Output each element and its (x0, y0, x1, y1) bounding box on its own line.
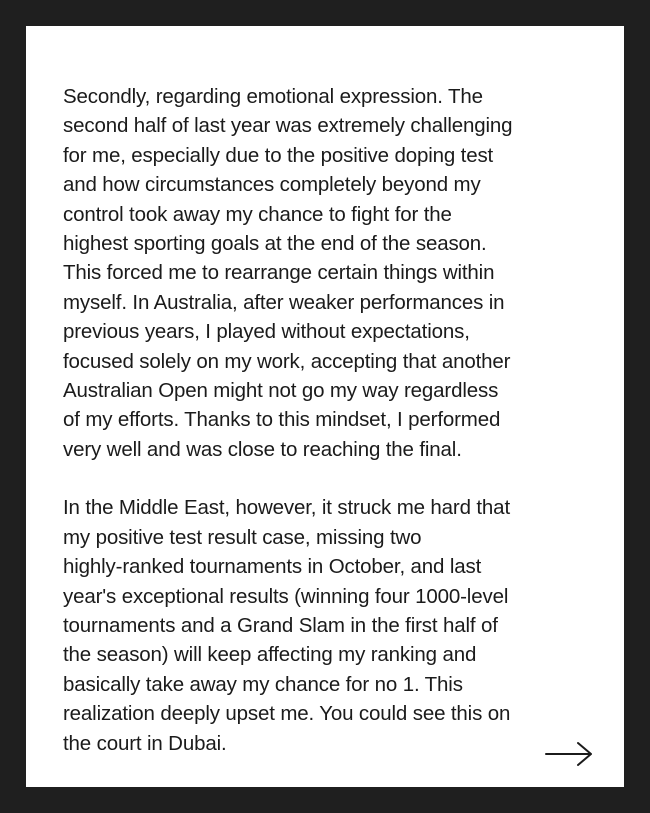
paragraph-2: In the Middle East, however, it struck me hard that my positive test result case, missing two highly-ranked tournaments in October, and last year's exceptional results (winning four 1000-level tournaments and a Grand Slam in the first half of the season) will keep affecting my ranking and basically take away my chance for no 1. This realization deeply upset me. You could see this on the court in Dubai. (63, 496, 511, 755)
text-card (26, 26, 624, 787)
paragraph-1: Secondly, regarding emotional expression. The second half of last year was extremely challenging for me, especially due to the positive doping test and how circumstances completely beyond my control took away my chance to fight for the highest sporting goals at the end of the season. This forced me to rearrange certain things within myself. In Australia, after weaker performances in previous years, I played without expectations, focused solely on my work, accepting that another Australian Open might not go my way regardless of my efforts. Thanks to this mindset, I performed very well and was close to reaching the final. (63, 85, 513, 461)
arrow-right-icon[interactable] (544, 741, 594, 767)
